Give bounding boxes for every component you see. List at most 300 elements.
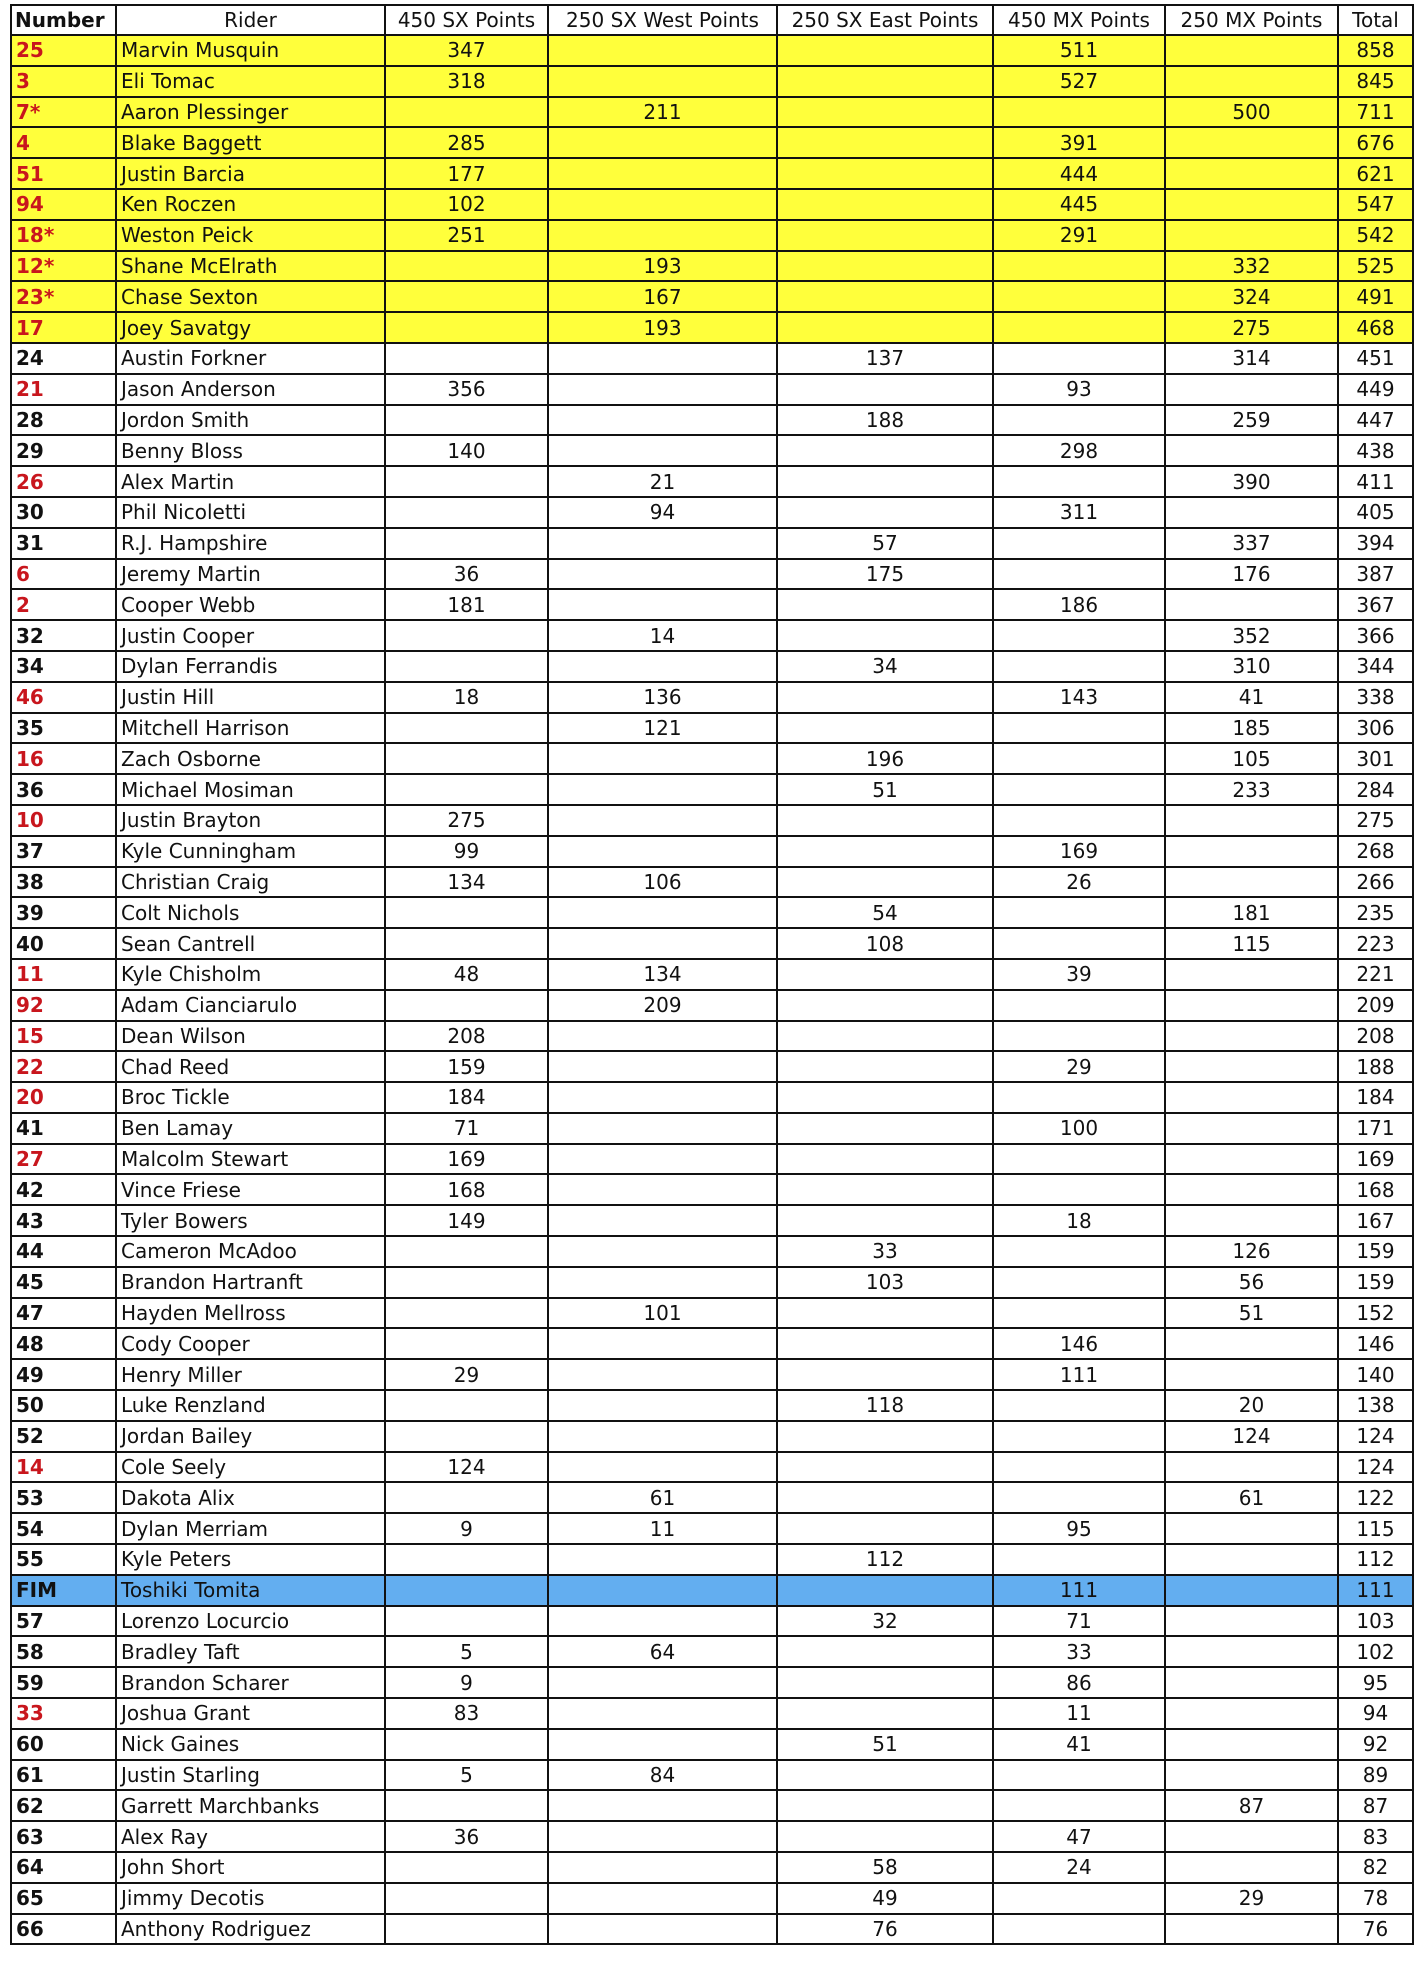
rider-name: Jason Anderson — [116, 374, 385, 405]
points-450sx — [385, 1298, 548, 1329]
rider-number: 14 — [11, 1452, 116, 1483]
points-250mx — [1165, 220, 1338, 251]
points-450mx: 33 — [993, 1636, 1165, 1667]
points-250sx-west: 64 — [548, 1636, 777, 1667]
points-450mx — [993, 743, 1165, 774]
points-250sx-west — [548, 158, 777, 189]
points-450sx — [385, 466, 548, 497]
points-250sx-east — [777, 127, 993, 158]
points-total: 138 — [1338, 1390, 1413, 1421]
points-250sx-west — [548, 1205, 777, 1236]
points-450mx — [993, 1144, 1165, 1175]
table-row — [11, 1790, 1413, 1821]
table-row — [11, 1174, 1413, 1205]
points-250mx — [1165, 1760, 1338, 1791]
rider-name: Colt Nichols — [116, 897, 385, 928]
points-450sx — [385, 405, 548, 436]
points-250sx-west — [548, 1575, 777, 1606]
rider-name: Blake Baggett — [116, 127, 385, 158]
header-450mx: 450 MX Points — [993, 5, 1165, 35]
rider-number: 21 — [11, 374, 116, 405]
points-450mx — [993, 466, 1165, 497]
points-450sx: 29 — [385, 1359, 548, 1390]
points-total: 169 — [1338, 1144, 1413, 1175]
points-250sx-east — [777, 281, 993, 312]
points-450sx — [385, 1575, 548, 1606]
rider-number: 94 — [11, 189, 116, 220]
points-250mx: 337 — [1165, 528, 1338, 559]
header-rider: Rider — [116, 5, 385, 35]
points-450sx — [385, 1544, 548, 1575]
points-250sx-east — [777, 1113, 993, 1144]
table-row — [11, 1051, 1413, 1082]
table-row — [11, 374, 1413, 405]
rider-number: 31 — [11, 528, 116, 559]
points-total: 491 — [1338, 281, 1413, 312]
points-250mx: 115 — [1165, 928, 1338, 959]
table-row — [11, 35, 1413, 66]
points-total: 449 — [1338, 374, 1413, 405]
points-total: 275 — [1338, 805, 1413, 836]
table-row — [11, 1544, 1413, 1575]
points-total: 266 — [1338, 867, 1413, 898]
points-250sx-east: 108 — [777, 928, 993, 959]
rider-name: Zach Osborne — [116, 743, 385, 774]
points-250sx-west: 84 — [548, 1760, 777, 1791]
points-250sx-west — [548, 1544, 777, 1575]
points-450mx — [993, 251, 1165, 282]
points-450mx: 445 — [993, 189, 1165, 220]
points-total: 76 — [1338, 1914, 1413, 1945]
table-row — [11, 867, 1413, 898]
points-450mx — [993, 1298, 1165, 1329]
points-250sx-west — [548, 805, 777, 836]
table-row — [11, 805, 1413, 836]
points-250mx — [1165, 1144, 1338, 1175]
rider-name: Mitchell Harrison — [116, 713, 385, 744]
table-row — [11, 405, 1413, 436]
rider-number: 49 — [11, 1359, 116, 1390]
points-250sx-west — [548, 743, 777, 774]
rider-name: John Short — [116, 1852, 385, 1883]
rider-number: 65 — [11, 1883, 116, 1914]
rider-number: 59 — [11, 1667, 116, 1698]
points-250sx-east — [777, 959, 993, 990]
table-row — [11, 1113, 1413, 1144]
rider-name: Joshua Grant — [116, 1698, 385, 1729]
table-row — [11, 1298, 1413, 1329]
rider-name: Cooper Webb — [116, 589, 385, 620]
rider-number: 6 — [11, 559, 116, 590]
table-row — [11, 990, 1413, 1021]
rider-number: 60 — [11, 1729, 116, 1760]
points-450sx: 149 — [385, 1205, 548, 1236]
header-450sx: 450 SX Points — [385, 5, 548, 35]
points-total: 268 — [1338, 836, 1413, 867]
points-250sx-west — [548, 1698, 777, 1729]
points-total: 525 — [1338, 251, 1413, 282]
points-total: 411 — [1338, 466, 1413, 497]
points-table — [10, 4, 1414, 1945]
points-250sx-west — [548, 774, 777, 805]
rider-number: 46 — [11, 682, 116, 713]
points-250sx-east — [777, 805, 993, 836]
rider-name: Ben Lamay — [116, 1113, 385, 1144]
points-total: 367 — [1338, 589, 1413, 620]
points-250mx — [1165, 1606, 1338, 1637]
rider-name: Joey Savatgy — [116, 312, 385, 343]
points-450mx — [993, 1021, 1165, 1052]
points-total: 112 — [1338, 1544, 1413, 1575]
points-total: 394 — [1338, 528, 1413, 559]
table-row — [11, 1575, 1413, 1606]
rider-number: 51 — [11, 158, 116, 189]
points-250sx-west — [548, 374, 777, 405]
points-250mx — [1165, 990, 1338, 1021]
points-450mx — [993, 528, 1165, 559]
table-row — [11, 189, 1413, 220]
rider-number: 40 — [11, 928, 116, 959]
points-450mx — [993, 405, 1165, 436]
points-250mx — [1165, 435, 1338, 466]
points-250mx — [1165, 836, 1338, 867]
points-250sx-east — [777, 312, 993, 343]
points-250mx: 233 — [1165, 774, 1338, 805]
points-250sx-east — [777, 497, 993, 528]
table-row — [11, 312, 1413, 343]
header-250mx: 250 MX Points — [1165, 5, 1338, 35]
rider-name: Jordan Bailey — [116, 1421, 385, 1452]
table-row — [11, 620, 1413, 651]
points-250sx-west: 106 — [548, 867, 777, 898]
points-total: 344 — [1338, 651, 1413, 682]
points-250sx-west: 211 — [548, 97, 777, 128]
points-450sx — [385, 928, 548, 959]
points-250sx-east — [777, 158, 993, 189]
table-row — [11, 589, 1413, 620]
points-250sx-east: 34 — [777, 651, 993, 682]
points-250sx-east — [777, 1205, 993, 1236]
table-row — [11, 343, 1413, 374]
points-total: 284 — [1338, 774, 1413, 805]
points-250mx: 126 — [1165, 1236, 1338, 1267]
table-row — [11, 127, 1413, 158]
points-total: 447 — [1338, 405, 1413, 436]
points-250sx-east — [777, 1144, 993, 1175]
points-250sx-west — [548, 1667, 777, 1698]
table-row — [11, 1205, 1413, 1236]
points-450mx: 95 — [993, 1513, 1165, 1544]
points-total: 845 — [1338, 66, 1413, 97]
points-250sx-east — [777, 466, 993, 497]
points-250sx-west — [548, 651, 777, 682]
table-row — [11, 1482, 1413, 1513]
points-450sx — [385, 743, 548, 774]
points-250sx-east: 32 — [777, 1606, 993, 1637]
points-450sx — [385, 312, 548, 343]
points-total: 146 — [1338, 1328, 1413, 1359]
points-450sx — [385, 97, 548, 128]
rider-number: 48 — [11, 1328, 116, 1359]
points-250mx: 324 — [1165, 281, 1338, 312]
rider-name: Vince Friese — [116, 1174, 385, 1205]
rider-name: Dakota Alix — [116, 1482, 385, 1513]
points-450sx: 356 — [385, 374, 548, 405]
points-250sx-west — [548, 836, 777, 867]
table-row — [11, 1852, 1413, 1883]
rider-name: Cody Cooper — [116, 1328, 385, 1359]
points-450sx: 169 — [385, 1144, 548, 1175]
points-450sx: 48 — [385, 959, 548, 990]
rider-number: 3 — [11, 66, 116, 97]
rider-name: Kyle Cunningham — [116, 836, 385, 867]
points-250sx-east: 175 — [777, 559, 993, 590]
points-250sx-east — [777, 1513, 993, 1544]
points-250sx-east — [777, 713, 993, 744]
points-450sx — [385, 990, 548, 1021]
rider-name: Chad Reed — [116, 1051, 385, 1082]
rider-name: Dylan Ferrandis — [116, 651, 385, 682]
header-number: Number — [11, 5, 116, 35]
points-450sx — [385, 774, 548, 805]
rider-name: Jimmy Decotis — [116, 1883, 385, 1914]
points-250sx-west: 121 — [548, 713, 777, 744]
rider-number: FIM — [11, 1575, 116, 1606]
table-row — [11, 1421, 1413, 1452]
points-total: 387 — [1338, 559, 1413, 590]
points-250mx — [1165, 1513, 1338, 1544]
rider-name: Kyle Peters — [116, 1544, 385, 1575]
points-250sx-east — [777, 1482, 993, 1513]
points-250sx-east — [777, 374, 993, 405]
points-450mx — [993, 343, 1165, 374]
points-450mx — [993, 281, 1165, 312]
table-row — [11, 959, 1413, 990]
points-250mx — [1165, 867, 1338, 898]
rider-number: 33 — [11, 1698, 116, 1729]
rider-number: 43 — [11, 1205, 116, 1236]
points-450sx — [385, 1267, 548, 1298]
points-450sx — [385, 1883, 548, 1914]
points-450sx: 208 — [385, 1021, 548, 1052]
points-450mx — [993, 651, 1165, 682]
table-row — [11, 1667, 1413, 1698]
table-row — [11, 281, 1413, 312]
points-450mx — [993, 774, 1165, 805]
points-450mx: 143 — [993, 682, 1165, 713]
points-250sx-west — [548, 435, 777, 466]
points-250sx-west — [548, 35, 777, 66]
points-250mx: 51 — [1165, 1298, 1338, 1329]
points-250sx-west — [548, 1452, 777, 1483]
points-250mx — [1165, 1914, 1338, 1945]
points-250mx: 41 — [1165, 682, 1338, 713]
points-250sx-east: 196 — [777, 743, 993, 774]
rider-name: R.J. Hampshire — [116, 528, 385, 559]
rider-number: 12* — [11, 251, 116, 282]
table-row — [11, 497, 1413, 528]
points-450sx — [385, 1421, 548, 1452]
rider-name: Adam Cianciarulo — [116, 990, 385, 1021]
points-450mx: 186 — [993, 589, 1165, 620]
rider-name: Ken Roczen — [116, 189, 385, 220]
table-row — [11, 1729, 1413, 1760]
points-250sx-east — [777, 97, 993, 128]
points-450mx: 100 — [993, 1113, 1165, 1144]
points-total: 87 — [1338, 1790, 1413, 1821]
table-row — [11, 1267, 1413, 1298]
points-250mx — [1165, 1174, 1338, 1205]
points-250sx-west: 101 — [548, 1298, 777, 1329]
header-250sx-east: 250 SX East Points — [777, 5, 993, 35]
points-450mx — [993, 1544, 1165, 1575]
points-total: 621 — [1338, 158, 1413, 189]
points-250mx: 310 — [1165, 651, 1338, 682]
rider-number: 35 — [11, 713, 116, 744]
points-250sx-west — [548, 66, 777, 97]
points-450mx: 93 — [993, 374, 1165, 405]
points-450mx — [993, 1482, 1165, 1513]
points-450mx: 26 — [993, 867, 1165, 898]
table-row — [11, 1144, 1413, 1175]
points-450mx: 298 — [993, 435, 1165, 466]
table-row — [11, 1328, 1413, 1359]
rider-name: Dylan Merriam — [116, 1513, 385, 1544]
rider-number: 66 — [11, 1914, 116, 1945]
points-450mx — [993, 1790, 1165, 1821]
points-total: 184 — [1338, 1082, 1413, 1113]
points-450mx — [993, 559, 1165, 590]
points-250mx: 275 — [1165, 312, 1338, 343]
points-total: 124 — [1338, 1452, 1413, 1483]
rider-number: 54 — [11, 1513, 116, 1544]
points-250sx-east: 33 — [777, 1236, 993, 1267]
points-250sx-west — [548, 127, 777, 158]
points-250sx-east — [777, 1298, 993, 1329]
rider-name: Malcolm Stewart — [116, 1144, 385, 1175]
points-450sx: 347 — [385, 35, 548, 66]
points-250sx-west — [548, 1729, 777, 1760]
points-250sx-west — [548, 559, 777, 590]
rider-number: 36 — [11, 774, 116, 805]
points-450mx — [993, 1914, 1165, 1945]
points-450sx — [385, 1729, 548, 1760]
points-250sx-east: 49 — [777, 1883, 993, 1914]
points-250mx: 390 — [1165, 466, 1338, 497]
table-row — [11, 97, 1413, 128]
points-250mx — [1165, 189, 1338, 220]
table-row — [11, 1359, 1413, 1390]
points-450sx: 9 — [385, 1667, 548, 1698]
points-250mx — [1165, 158, 1338, 189]
points-250mx — [1165, 1852, 1338, 1883]
points-250sx-east — [777, 867, 993, 898]
rider-number: 52 — [11, 1421, 116, 1452]
points-250sx-west: 94 — [548, 497, 777, 528]
points-250sx-west — [548, 1821, 777, 1852]
points-450mx: 391 — [993, 127, 1165, 158]
rider-number: 53 — [11, 1482, 116, 1513]
table-row — [11, 466, 1413, 497]
points-450sx — [385, 1606, 548, 1637]
points-250sx-east — [777, 35, 993, 66]
points-250mx — [1165, 1328, 1338, 1359]
rider-number: 55 — [11, 1544, 116, 1575]
points-250sx-east: 118 — [777, 1390, 993, 1421]
points-total: 542 — [1338, 220, 1413, 251]
points-total: 711 — [1338, 97, 1413, 128]
points-450mx: 71 — [993, 1606, 1165, 1637]
points-total: 676 — [1338, 127, 1413, 158]
table-row — [11, 1698, 1413, 1729]
points-450mx — [993, 1174, 1165, 1205]
points-total: 89 — [1338, 1760, 1413, 1791]
points-250mx: 314 — [1165, 343, 1338, 374]
points-250mx — [1165, 1205, 1338, 1236]
points-total: 208 — [1338, 1021, 1413, 1052]
points-450mx: 86 — [993, 1667, 1165, 1698]
rider-name: Broc Tickle — [116, 1082, 385, 1113]
points-450sx: 275 — [385, 805, 548, 836]
rider-number: 32 — [11, 620, 116, 651]
points-250sx-east — [777, 1328, 993, 1359]
points-250sx-east — [777, 1452, 993, 1483]
points-250sx-west — [548, 1267, 777, 1298]
points-450sx — [385, 1852, 548, 1883]
table-row — [11, 743, 1413, 774]
points-250mx — [1165, 1636, 1338, 1667]
points-450sx: 168 — [385, 1174, 548, 1205]
points-450mx — [993, 990, 1165, 1021]
points-total: 468 — [1338, 312, 1413, 343]
points-total: 167 — [1338, 1205, 1413, 1236]
points-total: 159 — [1338, 1236, 1413, 1267]
points-450sx — [385, 1482, 548, 1513]
points-450mx — [993, 97, 1165, 128]
points-250sx-east — [777, 620, 993, 651]
rider-number: 27 — [11, 1144, 116, 1175]
rider-number: 20 — [11, 1082, 116, 1113]
points-450sx: 5 — [385, 1760, 548, 1791]
points-250sx-east: 103 — [777, 1267, 993, 1298]
points-250sx-west — [548, 1021, 777, 1052]
points-250sx-east — [777, 1051, 993, 1082]
points-total: 858 — [1338, 35, 1413, 66]
rider-number: 47 — [11, 1298, 116, 1329]
points-250mx — [1165, 805, 1338, 836]
rider-name: Tyler Bowers — [116, 1205, 385, 1236]
rider-number: 16 — [11, 743, 116, 774]
points-250mx — [1165, 1359, 1338, 1390]
rider-name: Dean Wilson — [116, 1021, 385, 1052]
points-total: 451 — [1338, 343, 1413, 374]
rider-number: 41 — [11, 1113, 116, 1144]
rider-name: Nick Gaines — [116, 1729, 385, 1760]
points-450sx: 9 — [385, 1513, 548, 1544]
rider-name: Marvin Musquin — [116, 35, 385, 66]
points-total: 306 — [1338, 713, 1413, 744]
table-row — [11, 1636, 1413, 1667]
rider-number: 25 — [11, 35, 116, 66]
table-row — [11, 559, 1413, 590]
rider-name: Justin Cooper — [116, 620, 385, 651]
points-total: 152 — [1338, 1298, 1413, 1329]
points-250sx-west — [548, 1606, 777, 1637]
points-450mx — [993, 713, 1165, 744]
points-total: 221 — [1338, 959, 1413, 990]
points-250sx-west — [548, 1359, 777, 1390]
rider-name: Kyle Chisholm — [116, 959, 385, 990]
